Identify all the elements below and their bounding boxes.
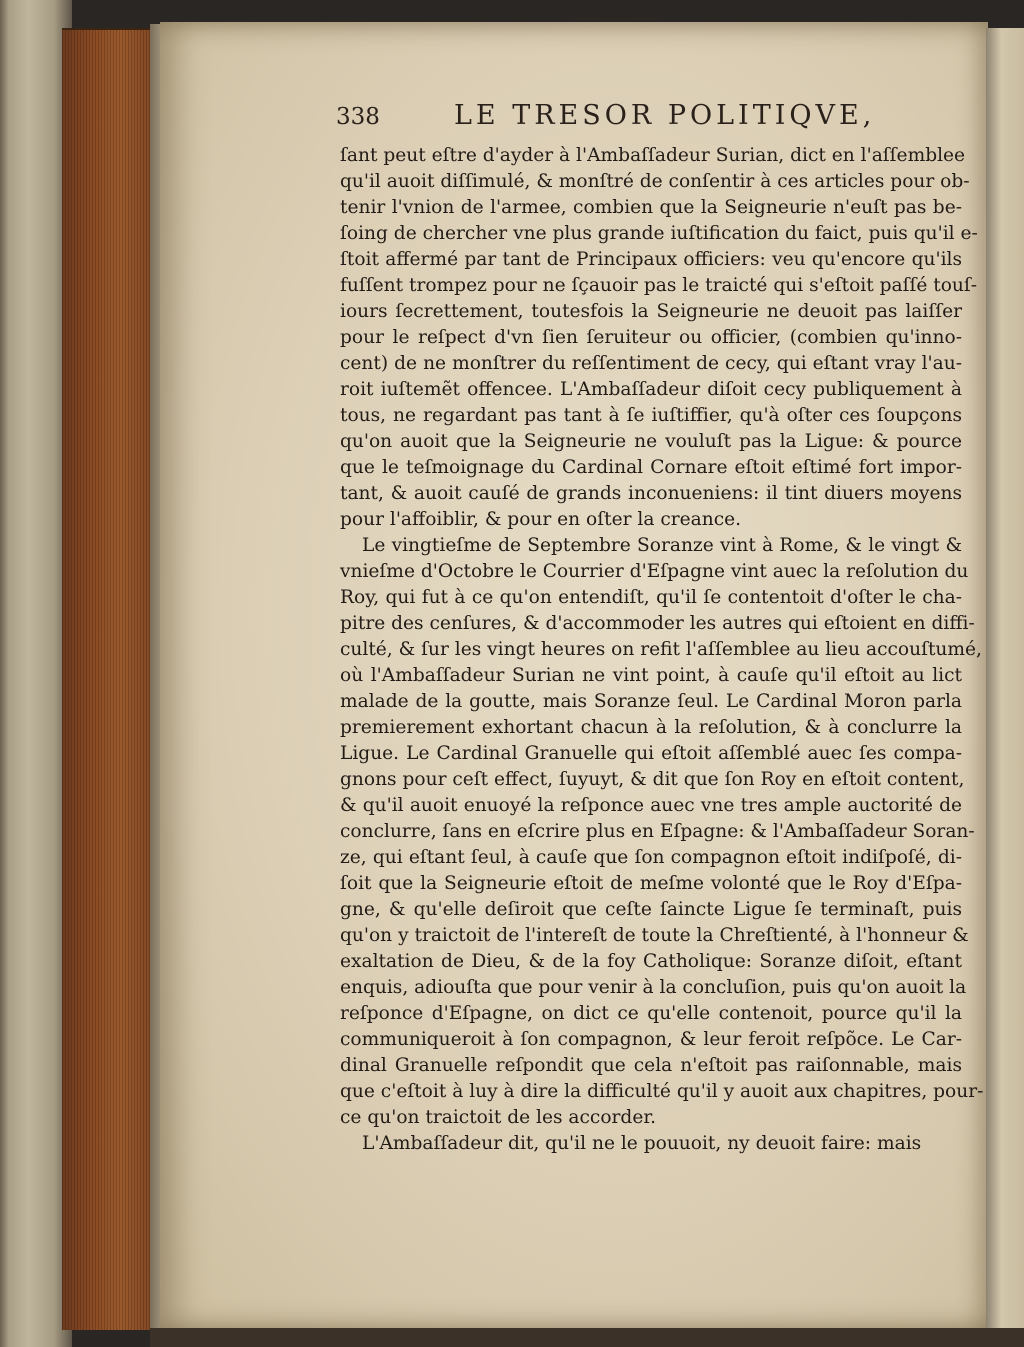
- facing-page-edge: [986, 28, 1024, 1328]
- text-line: fuſſent trompez pour ne ſçauoir pas le traicté qui s'eſtoit paſſé touſ-: [340, 275, 978, 296]
- text-line: malade de la goutte, mais Soranze ſeul. Le Cardinal Moron parla: [340, 691, 962, 712]
- text-line: exaltation de Dieu, & de la foy Catholique: Soranze diſoit, eſtant: [340, 951, 962, 972]
- text-line: vnieſme d'Octobre le Courrier d'Eſpagne vint auec la reſolution du: [340, 561, 969, 582]
- text-line: ſtoit affermé par tant de Principaux officiers: veu qu'encore qu'ils: [340, 249, 962, 270]
- running-title: LE TRESOR POLITIQVE,: [454, 100, 876, 131]
- text-line: ce qu'on traictoit de les accorder.: [340, 1107, 657, 1128]
- text-line: pour l'affoiblir, & pour en oſter la creance.: [340, 509, 742, 530]
- text-line: Le vingtieſme de Septembre Soranze vint à Rome, & le vingt &: [362, 535, 962, 556]
- text-line: ſoing de chercher vne plus grande iuſtification du faict, puis qu'il e-: [340, 223, 978, 244]
- text-line: qu'il auoit diſſimulé, & monſtré de conſentir à ces articles pour ob-: [340, 171, 970, 192]
- text-line: pitre des cenſures, & d'accommoder les autres qui eſtoient en diffi-: [340, 613, 975, 634]
- text-line: tant, & auoit cauſé de grands inconueniens: il tint diuers moyens: [340, 483, 962, 504]
- text-line: ze, qui eſtant ſeul, à cauſe que ſon compagnon eſtoit indiſpoſé, di-: [340, 847, 962, 868]
- text-line: communiqueroit à ſon compagnon, & leur feroit reſpõce. Le Car-: [340, 1029, 962, 1050]
- text-line: tous, ne regardant pas tant à ſe iuſtiffier, qu'à oſter ces ſoupçons: [340, 405, 962, 426]
- text-line: tenir l'vnion de l'armee, combien que la Seigneurie n'euſt pas be-: [340, 197, 962, 218]
- folio-number: 338: [336, 104, 380, 130]
- text-line: cent) de ne monſtrer du reſſentiment de cecy, qui eſtant vray l'au-: [340, 353, 962, 374]
- running-head: [336, 100, 896, 140]
- text-line: reſponce d'Eſpagne, on dict ce qu'elle contenoit, pource qu'il la: [340, 1003, 962, 1024]
- text-block: [340, 143, 984, 1157]
- text-line: roit iuſtemẽt offencee. L'Ambaſſadeur diſoit cecy publiquement à: [340, 379, 962, 400]
- text-line: L'Ambaſſadeur dit, qu'il ne le pouuoit, ny deuoit faire: mais: [362, 1133, 922, 1154]
- text-line: dinal Granuelle reſpondit que cela n'eſtoit pas raiſonnable, mais: [340, 1055, 962, 1076]
- text-line: gnons pour ceſt effect, ſuyuyt, & dit que ſon Roy en eſtoit content,: [340, 769, 965, 790]
- text-line: gne, & qu'elle deſiroit que ceſte ſaincte Ligue ſe terminaſt, puis: [340, 899, 962, 920]
- text-line: ſoit que la Seigneurie eſtoit de meſme volonté que le Roy d'Eſpa-: [340, 873, 962, 894]
- bottom-edge: [150, 1328, 1024, 1347]
- text-line: premierement exhortant chacun à la reſolution, & à conclurre la: [340, 717, 962, 738]
- text-line: pour le reſpect d'vn ſien ſeruiteur ou officier, (combien qu'inno-: [340, 327, 962, 348]
- text-line: conclurre, ſans en eſcrire plus en Eſpagne: & l'Ambaſſadeur Soran-: [340, 821, 975, 842]
- paragraph: [340, 1131, 962, 1157]
- text-line: ſant peut eſtre d'ayder à l'Ambaſſadeur Surian, dict en l'aſſemblee: [340, 145, 966, 166]
- page-edges: [62, 28, 160, 1330]
- paragraph: [340, 143, 978, 533]
- text-line: que le teſmoignage du Cardinal Cornare eſtoit eſtimé fort impor-: [340, 457, 962, 478]
- text-line: que c'eſtoit à luy à dire la difficulté qu'il y auoit aux chapitres, pour-: [340, 1081, 984, 1102]
- text-line: iours ſecrettement, toutesfois la Seigneurie ne deuoit pas laiſſer: [340, 301, 962, 322]
- text-line: où l'Ambaſſadeur Surian ne vint point, à cauſe qu'il eſtoit au lict: [340, 665, 962, 686]
- text-line: Ligue. Le Cardinal Granuelle qui eſtoit aſſemblé auec ſes compa-: [340, 743, 962, 764]
- paragraph: [340, 533, 984, 1131]
- text-line: culté, & ſur les vingt heures on refit l'aſſemblee au lieu accouſtumé,: [340, 639, 982, 660]
- text-line: enquis, adiouſta que pour venir à la concluſion, puis qu'on auoit la: [340, 977, 967, 998]
- text-line: qu'on auoit que la Seigneurie ne vouluſt pas la Ligue: & pource: [340, 431, 962, 452]
- text-line: & qu'il auoit enuoyé la reſponce auec vne tres ample auctorité de: [340, 795, 962, 816]
- text-line: qu'on y traictoit de l'intereſt de toute la Chreſtienté, à l'honneur &: [340, 925, 969, 946]
- text-line: Roy, qui fut à ce qu'on entendiſt, qu'il ſe contentoit d'oſter le cha-: [340, 587, 962, 608]
